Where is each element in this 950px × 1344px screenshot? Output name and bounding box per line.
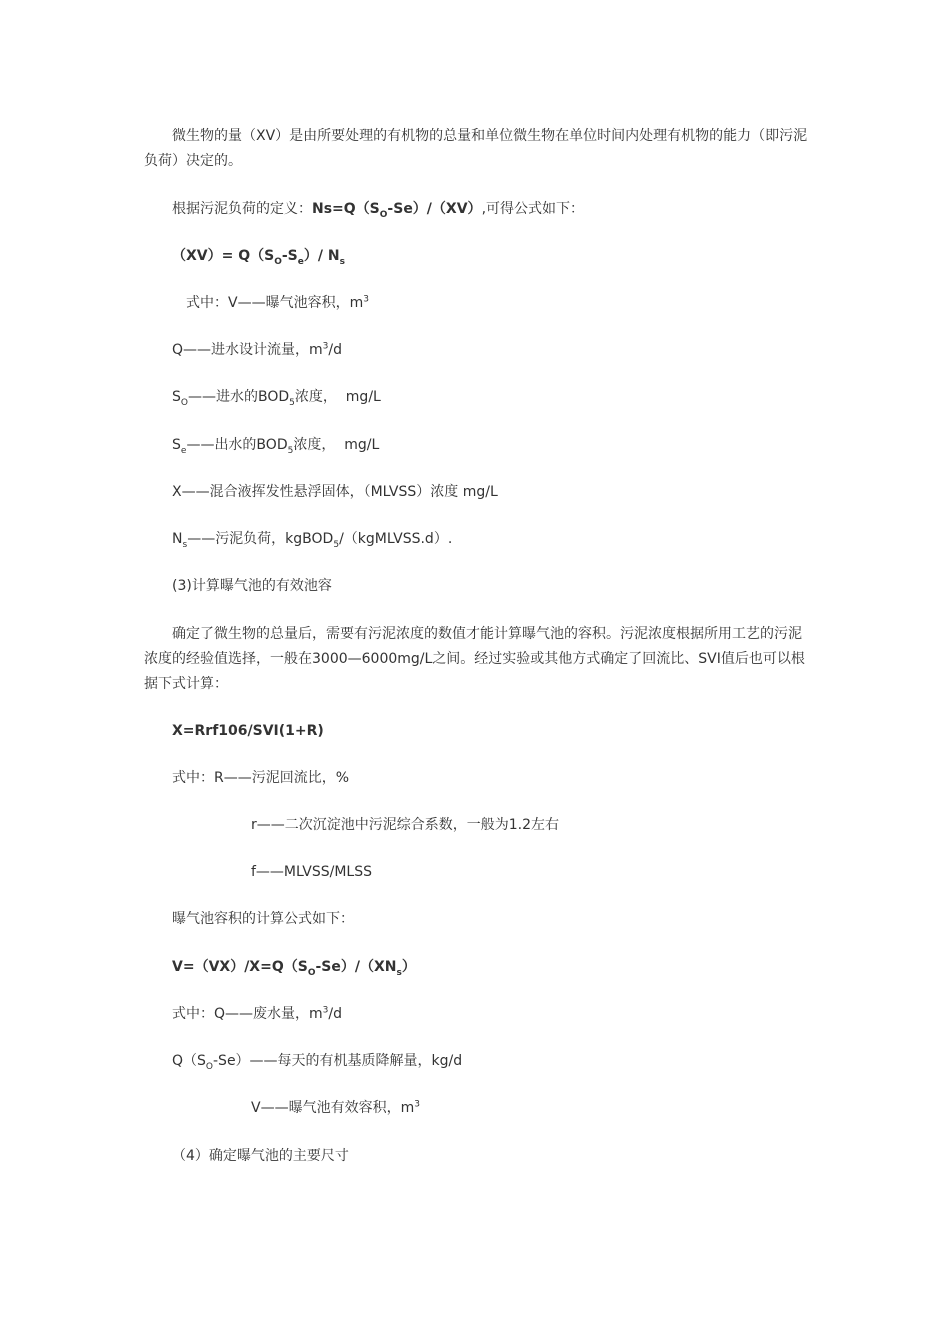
paragraph-sludge-load-definition bbox=[172, 199, 584, 219]
paragraph-text: 确定了微生物的总量后，需要有污泥浓度的数值才能计算曝气池的容积。污泥浓度根据所用工艺的污泥浓度的经验值选择，一般在3000—6000mg/L之间。经过实验或其他方式确定了回流比、SVI值后也可以根据下式计算： bbox=[144, 626, 805, 692]
ns-formula-inline: $Ns=Q(S_O-Se)/(XV)$ bbox=[312, 201, 482, 220]
definition-suffix: ,可得公式如下： bbox=[481, 201, 585, 217]
step-4-heading bbox=[172, 1146, 349, 1166]
def-r-lower bbox=[251, 815, 559, 835]
def-f bbox=[251, 862, 372, 882]
definition-prefix: 根据污泥负荷的定义： bbox=[172, 201, 312, 217]
paragraph-sludge-concentration bbox=[144, 622, 808, 697]
step-4-text: （4）确定曝气池的主要尺寸 bbox=[172, 1148, 349, 1164]
def-f-text: f——MLVSS/MLSS bbox=[251, 864, 372, 880]
paragraph-microbe-quantity bbox=[144, 124, 808, 174]
def-q-wastewater: 式中：Q——废水量，$m^3/d$ bbox=[172, 1005, 343, 1022]
def-r bbox=[172, 768, 349, 788]
formula-x-text: X=Rrf106/SVI(1+R) bbox=[172, 723, 324, 739]
def-ns: $N_s——$污泥负荷，kgBOD$_5$/（kgMLVSS.d）. bbox=[172, 531, 453, 550]
def-q-so-se: $Q(S_O-Se)——$每天的有机基质降解量，kg/d bbox=[172, 1053, 463, 1072]
def-so: $S_O——$进水的$BOD_5$浓度， mg/L bbox=[172, 389, 381, 408]
step-3-text: (3)计算曝气池的有效池容 bbox=[172, 578, 332, 594]
formula-x bbox=[172, 721, 324, 741]
def-x bbox=[172, 482, 498, 502]
step-3-heading bbox=[172, 576, 332, 596]
def-x-text: X——混合液挥发性悬浮固体，（MLVSS）浓度 mg/L bbox=[172, 484, 498, 500]
def-se: $S_e——$出水的$BOD_5$浓度， mg/L bbox=[172, 437, 380, 456]
volume-intro bbox=[172, 909, 354, 929]
def-v: 式中：V——曝气池容积，$m^3$ bbox=[186, 294, 369, 311]
paragraph-text: 微生物的量（XV）是由所要处理的有机物的总量和单位微生物在单位时间内处理有机物的能力（即污泥负荷）决定的。 bbox=[144, 128, 808, 169]
def-r-text: 式中：R——污泥回流比，% bbox=[172, 770, 350, 786]
def-v-effective: V——曝气池有效容积，$m^3$ bbox=[251, 1099, 420, 1116]
volume-intro-text: 曝气池容积的计算公式如下： bbox=[172, 911, 354, 927]
formula-v: $V=(VX)/X=Q(S_O-Se)/(XN_s)$ bbox=[172, 959, 416, 978]
formula-xv: $(XV)= Q(S_O-S_e)/$ $N_s$ bbox=[172, 248, 345, 267]
def-q: Q——进水设计流量，$m^3/d$ bbox=[172, 341, 343, 358]
def-r-lower-text: r——二次沉淀池中污泥综合系数，一般为1.2左右 bbox=[251, 817, 560, 833]
